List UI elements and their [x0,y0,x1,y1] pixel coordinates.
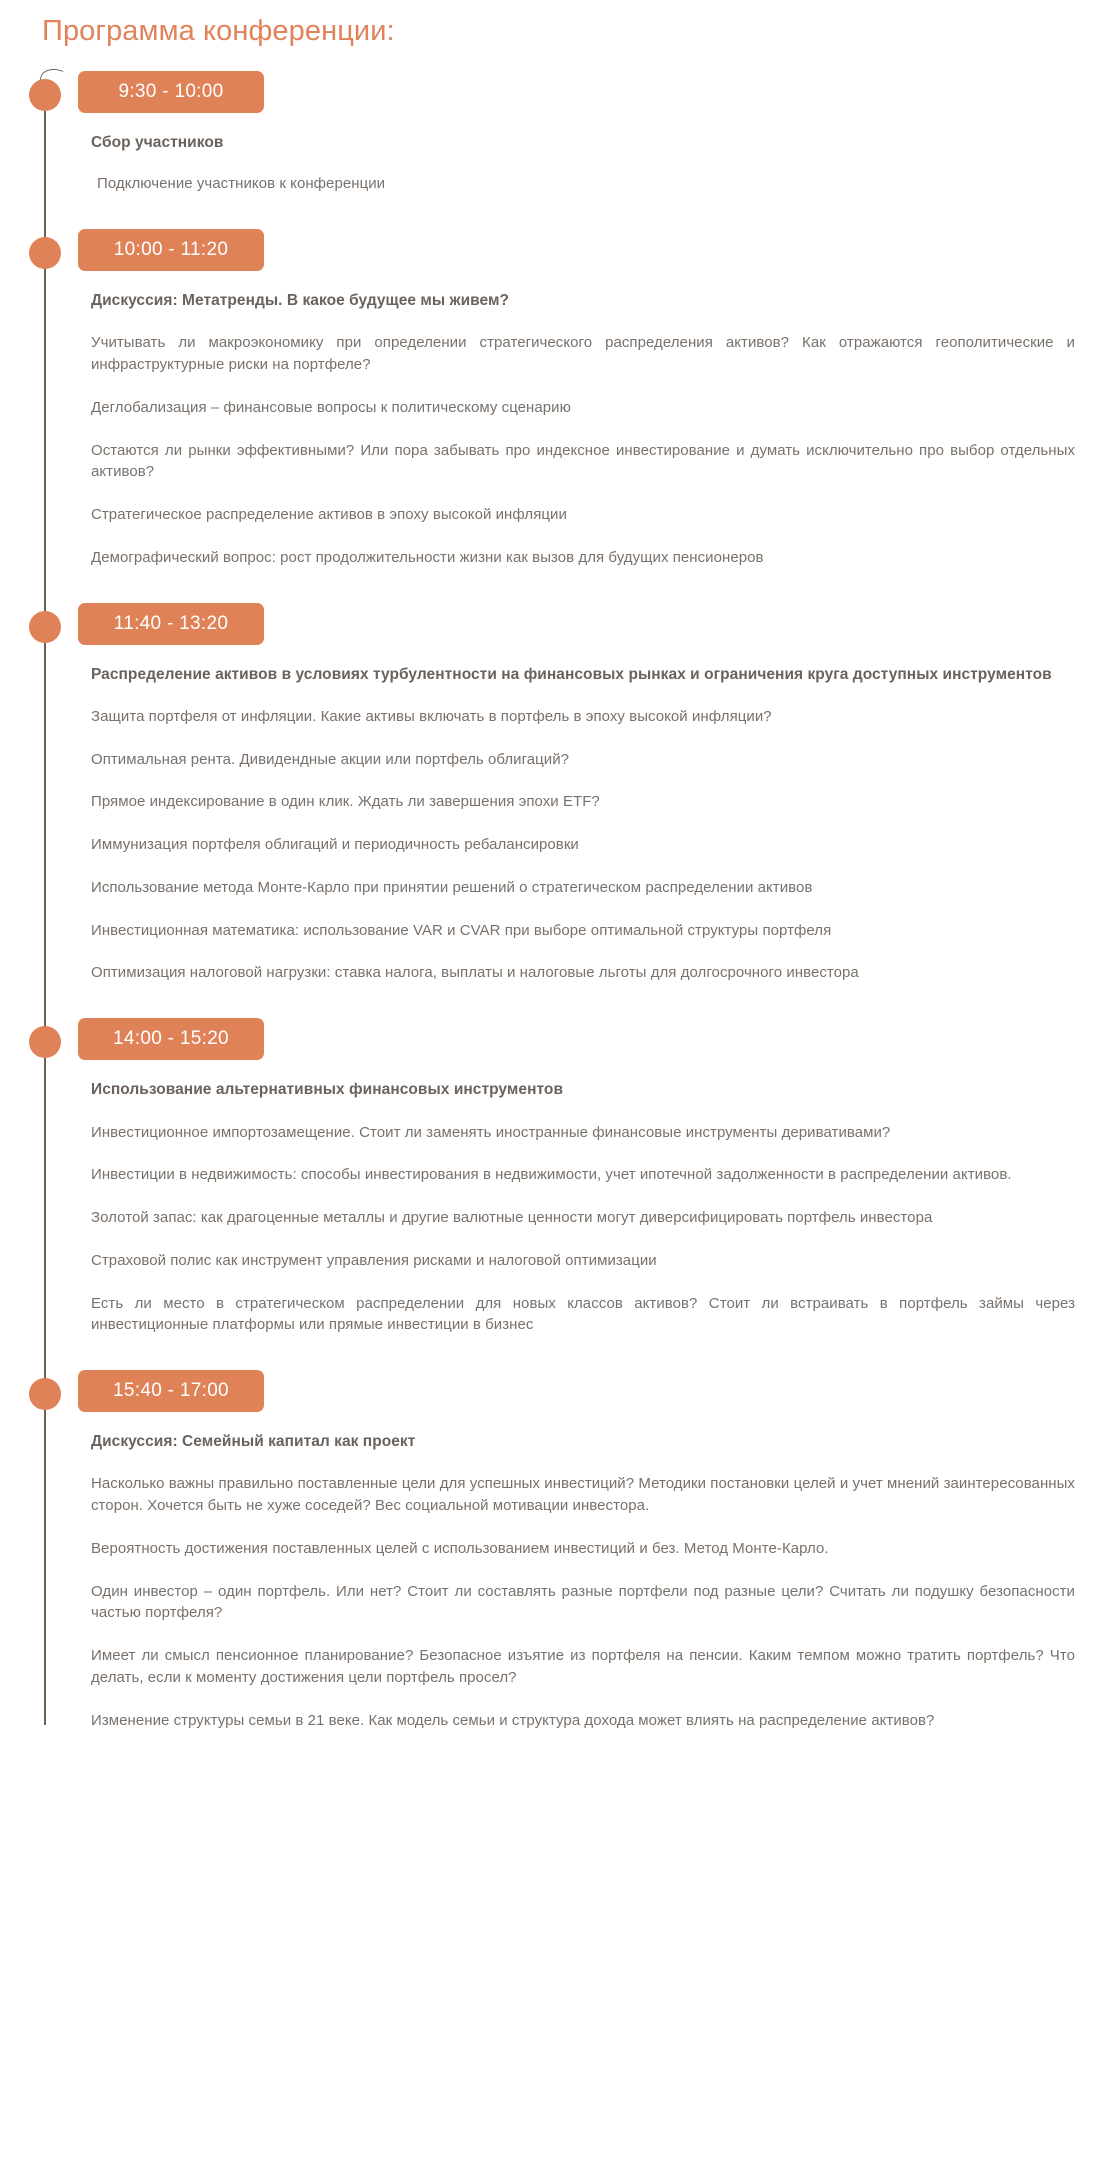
session-topic: Использование метода Монте-Карло при принятии решений о стратегическом распределении активов [91,878,813,896]
session-topic-list [91,1122,1075,1337]
session-time-badge: 11:40 - 13:20 [78,603,264,645]
session-body [78,1079,1075,1336]
session-body [78,132,1075,195]
session-title: Использование альтернативных финансовых инструментов [91,1081,564,1099]
session-topic: Стратегическое распределение активов в эпоху высокой инфляции [91,506,567,524]
session-topic: Инвестиции в недвижимость: способы инвестирования в недвижимости, учет ипотечной задолженности в распределении активов. [91,1166,1012,1184]
session-topic: Вероятность достижения поставленных целей с использованием инвестиций и без. Метод Монте-Карло. [91,1539,829,1557]
timeline-dot-icon [29,1378,61,1410]
session-topic: Учитывать ли макроэкономику при определении стратегического распределения активов? Как отражаются геополитические и инфраструктурные риски на портфеле? [91,334,1075,374]
timeline-session [0,229,1095,569]
session-body [78,1431,1075,1731]
session-topic-list [91,173,1075,195]
session-time-badge: 14:00 - 15:20 [78,1018,264,1060]
session-topic: Изменение структуры семьи в 21 веке. Как модель семьи и структура дохода может влиять на распределение активов? [91,1711,935,1729]
timeline-session [0,71,1095,195]
session-topic: Демографический вопрос: рост продолжительности жизни как вызов для будущих пенсионеров [91,548,764,566]
session-topic: Инвестиционная математика: использование VAR и CVAR при выборе оптимальной структуры портфеля [91,921,832,939]
timeline-dot-icon [29,611,61,643]
session-topic: Деглобализация – финансовые вопросы к политическому сценарию [91,398,571,416]
session-time-badge: 10:00 - 11:20 [78,229,264,271]
conference-timeline [0,71,1095,1732]
session-topic-list [91,1473,1075,1731]
session-title: Дискуссия: Метатренды. В какое будущее мы живем? [91,291,510,309]
session-topic: Золотой запас: как драгоценные металлы и другие валютные ценности могут диверсифицировать портфель инвестора [91,1209,933,1227]
session-title: Сбор участников [91,133,224,151]
timeline-dot-icon [29,79,61,111]
session-title: Дискуссия: Семейный капитал как проект [91,1433,416,1451]
session-topic: Оптимальная рента. Дивидендные акции или портфель облигаций? [91,750,570,768]
session-topic: Инвестиционное импортозамещение. Стоит ли заменять иностранные финансовые инструменты деривативами? [91,1123,891,1141]
timeline-session [0,1370,1095,1731]
session-topic: Защита портфеля от инфляции. Какие активы включать в портфель в эпоху высокой инфляции? [91,707,772,725]
session-topic: Насколько важны правильно поставленные цели для успешных инвестиций? Методики постановки целей и учет мнений заинтересованных сторон. Хочется быть не хуже соседей? Вес социальной мотивации инвестора. [91,1475,1075,1515]
session-body [78,290,1075,569]
timeline-session [0,1018,1095,1336]
session-topic: Оптимизация налоговой нагрузки: ставка налога, выплаты и налоговые льготы для долгосрочного инвестора [91,964,859,982]
session-topic: Имеет ли смысл пенсионное планирование? Безопасное изъятие из портфеля на пенсии. Каким темпом можно тратить портфель? Что делать, если к моменту достижения цели портфель просел? [91,1647,1075,1686]
session-title: Распределение активов в условиях турбулентности на финансовых рынках и ограничения круга доступных инструментов [91,665,1052,683]
session-topic: Подключение участников к конференции [97,175,386,193]
session-body [78,664,1075,985]
session-time-badge: 9:30 - 10:00 [78,71,264,113]
session-time-badge: 15:40 - 17:00 [78,1370,264,1412]
session-topic: Страховой полис как инструмент управления рисками и налоговой оптимизации [91,1251,657,1269]
page-title: Программа конференции: [42,15,395,47]
session-topic: Иммунизация портфеля облигаций и периодичность ребалансировки [91,836,579,854]
session-topic: Прямое индексирование в один клик. Ждать ли завершения эпохи ETF? [91,793,600,811]
timeline-session [0,603,1095,985]
session-topic-list [91,332,1075,568]
session-topic: Остаются ли рынки эффективными? Или пора забывать про индексное инвестирование и думать исключительно про выбор отдельных активов? [91,441,1075,481]
session-topic: Один инвестор – один портфель. Или нет? Стоит ли составлять разные портфели под разные цели? Считать ли подушку безопасности частью портфеля? [91,1582,1075,1622]
session-topic-list [91,706,1075,984]
session-topic: Есть ли место в стратегическом распределении для новых классов активов? Стоит ли встраивать в портфель займы через инвестиционные платформы или прямые инвестиции в бизнес [91,1294,1075,1334]
timeline-dot-icon [29,1026,61,1058]
timeline-dot-icon [29,237,61,269]
